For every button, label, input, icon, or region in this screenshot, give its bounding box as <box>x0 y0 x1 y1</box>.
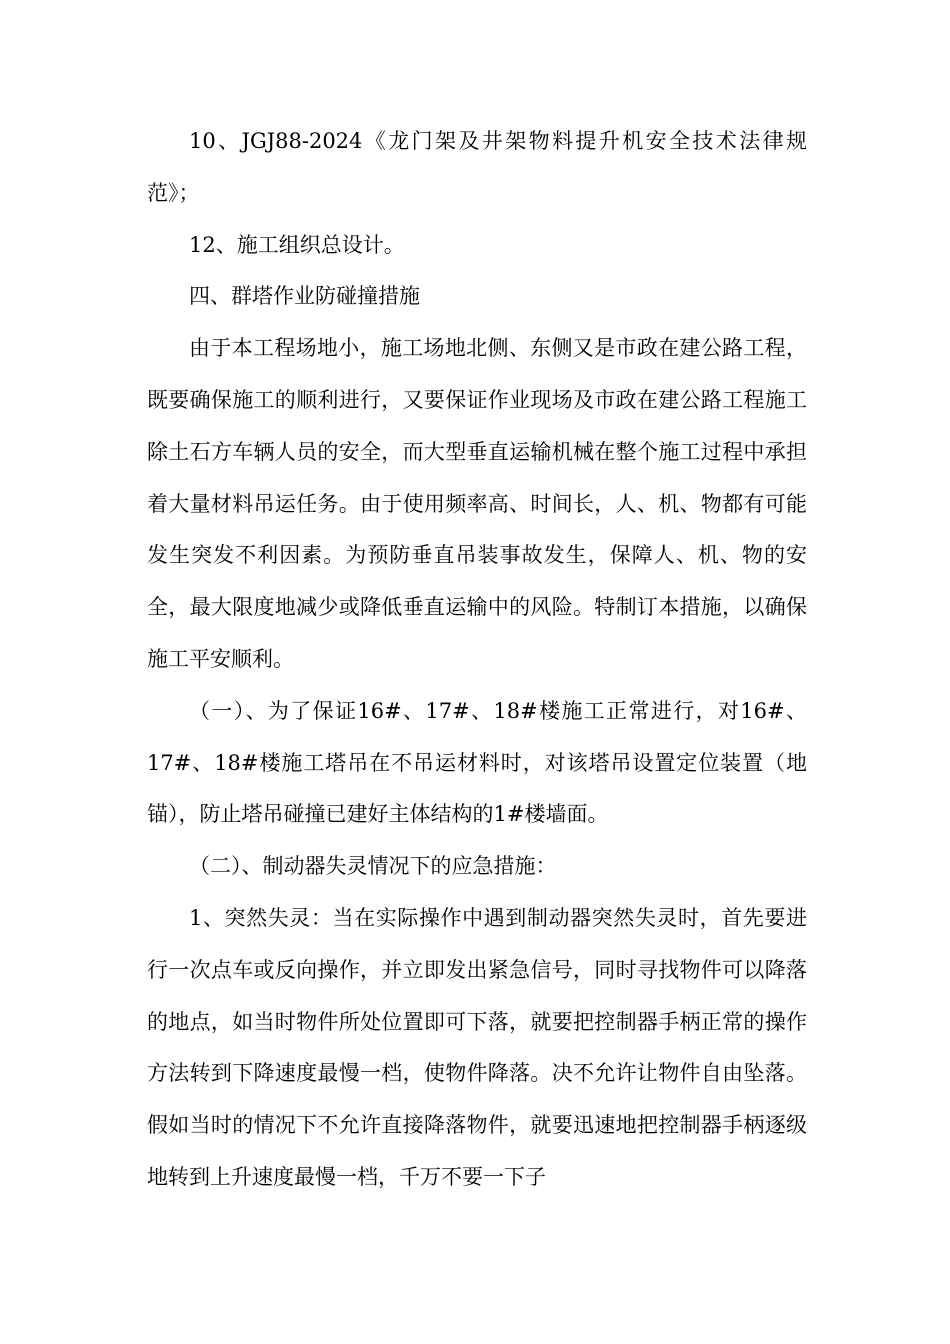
paragraph-sudden-failure: 1、突然失灵：当在实际操作中遇到制动器突然失灵时，首先要进行一次点车或反向操作，并立即发出紧急信号，同时寻找物件可以降落的地点，如当时物件所处位置即可下落，就要把控制器手柄正常的操作方法转到下降速度最慢一档，使物件降落。决不允许让物件自由坠落。假如当时的情况下不允许直接降落物件，就要迅速地把控制器手柄逐级地转到上升速度最慢一档，千万不要一下子 <box>147 905 807 1189</box>
section-heading-4: 四、群塔作业防碰撞措施 <box>189 284 420 309</box>
paragraph-spec-12: 12、施工组织总设计。 <box>189 232 405 257</box>
paragraph-spec-10: 10、JGJ88-2024《龙门架及井架物料提升机安全技术法律规范》； <box>147 129 807 205</box>
paragraph-intro: 由于本工程场地小，施工场地北侧、东侧又是市政在建公路工程，既要确保施工的顺利进行，又要保证作业现场及市政在建公路工程施工除土石方车辆人员的安全，而大型垂直运输机械在整个施工过程中承担着大量材料吊运任务。由于使用频率高、时间长，人、机、物都有可能发生突发不利因素。为预防垂直吊装事故发生，保障人、机、物的安全，最大限度地减少或降低垂直运输中的风险。特制订本措施，以确保施工平安顺利。 <box>147 336 807 671</box>
paragraph-measure-1: （一）、为了保证16#、17#、18#楼施工正常进行，对16#、17#、18#楼施工塔吊在不吊运材料时，对该塔吊设置定位装置（地锚），防止塔吊碰撞已建好主体结构的1#楼墙面。 <box>147 698 807 827</box>
document-body <box>147 116 807 1204</box>
subheading-measure-2: （二）、制动器失灵情况下的应急措施： <box>189 854 557 879</box>
